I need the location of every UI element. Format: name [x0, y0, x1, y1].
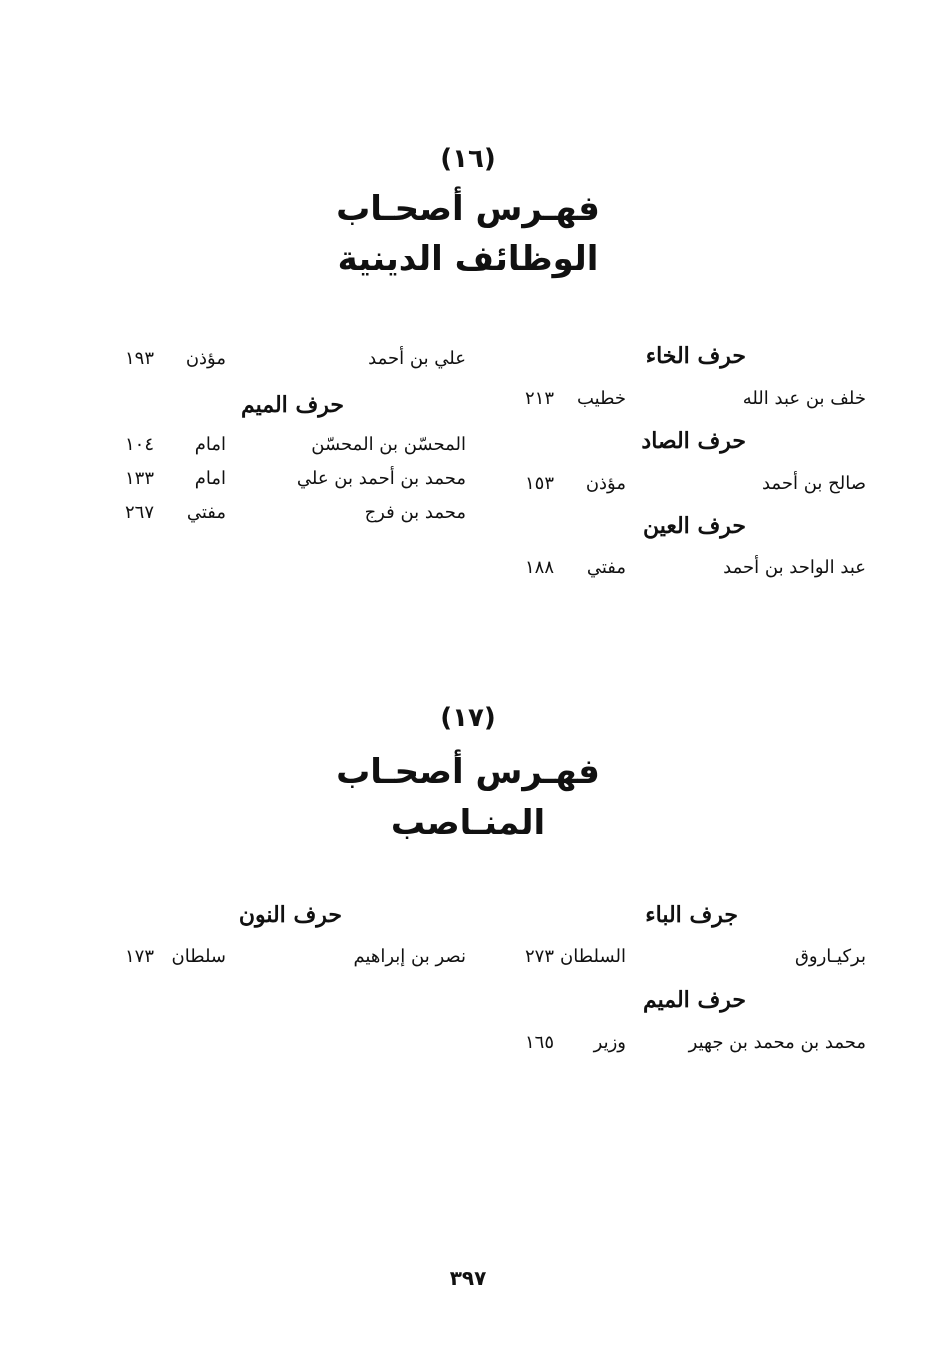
entry-page: ٢١٣ [524, 388, 554, 409]
section-17-title-line1: فهـرس أصحـاب [336, 752, 600, 792]
entry-page: ١٣٣ [124, 468, 154, 489]
entry-role: سلطان [171, 946, 226, 967]
index-entry [500, 1032, 866, 1056]
entry-name: صالح بن أحمد [761, 473, 866, 494]
section-16-title-line1: فهـرس أصحـاب [336, 189, 600, 229]
section-16-title-line2: الوظائف الدينية [337, 239, 599, 279]
letter-heading-meem: حرف الميم [240, 392, 344, 418]
letter-heading-baa: جرف الباء [645, 902, 738, 928]
entry-page: ١٨٨ [524, 557, 554, 578]
index-entry [500, 473, 866, 497]
section-16-number: (١٦) [440, 144, 496, 174]
index-entry [100, 468, 466, 492]
section-17-title-line2: المنـاصب [390, 803, 546, 843]
entry-role: مفتي [186, 502, 226, 523]
entry-name: نصر بن إبراهيم [353, 946, 466, 967]
index-entry [100, 348, 466, 372]
entry-role: مؤذن [185, 348, 226, 369]
entry-role: امام [194, 434, 226, 455]
entry-name: علي بن أحمد [368, 348, 466, 369]
letter-heading-noon: حرف النون [238, 902, 342, 928]
letter-heading-khaa: حرف الخاء [645, 343, 746, 369]
entry-name: محمد بن محمد بن جهير [688, 1032, 866, 1053]
entry-role: مفتي [586, 557, 626, 578]
index-entry [500, 946, 866, 970]
entry-page: ١٩٣ [124, 348, 154, 369]
entry-name: بركيـاروق [794, 946, 866, 967]
entry-page: ١٥٣ [524, 473, 554, 494]
entry-page: ٢٦٧ [124, 502, 154, 523]
index-entry [100, 946, 466, 970]
letter-heading-ain: حرف العين [642, 513, 746, 539]
letter-heading-meem: حرف الميم [642, 987, 746, 1013]
entry-name: محمد بن فرج [364, 502, 466, 523]
index-entry [100, 434, 466, 458]
entry-page: ١٧٣ [124, 946, 154, 967]
index-entry [500, 557, 866, 581]
entry-role: مؤذن [585, 473, 626, 494]
index-entry [100, 502, 466, 526]
entry-role: خطيب [577, 388, 626, 409]
entry-name: عبد الواحد بن أحمد [723, 557, 866, 578]
entry-role: امام [194, 468, 226, 489]
entry-role: السلطان [560, 946, 626, 967]
entry-role: وزير [593, 1032, 626, 1053]
entry-page: ٢٧٣ [524, 946, 554, 967]
entry-page: ١٦٥ [524, 1032, 554, 1053]
letter-heading-saad: حرف الصاد [641, 428, 746, 454]
entry-name: خلف بن عبد الله [742, 388, 866, 409]
page-number: ٣٩٧ [449, 1266, 487, 1290]
index-entry [500, 388, 866, 412]
entry-page: ١٠٤ [124, 434, 154, 455]
entry-name: المحسّن بن المحسّن [311, 434, 466, 455]
entry-name: محمد بن أحمد بن علي [296, 468, 466, 489]
section-17-number: (١٧) [440, 703, 496, 733]
